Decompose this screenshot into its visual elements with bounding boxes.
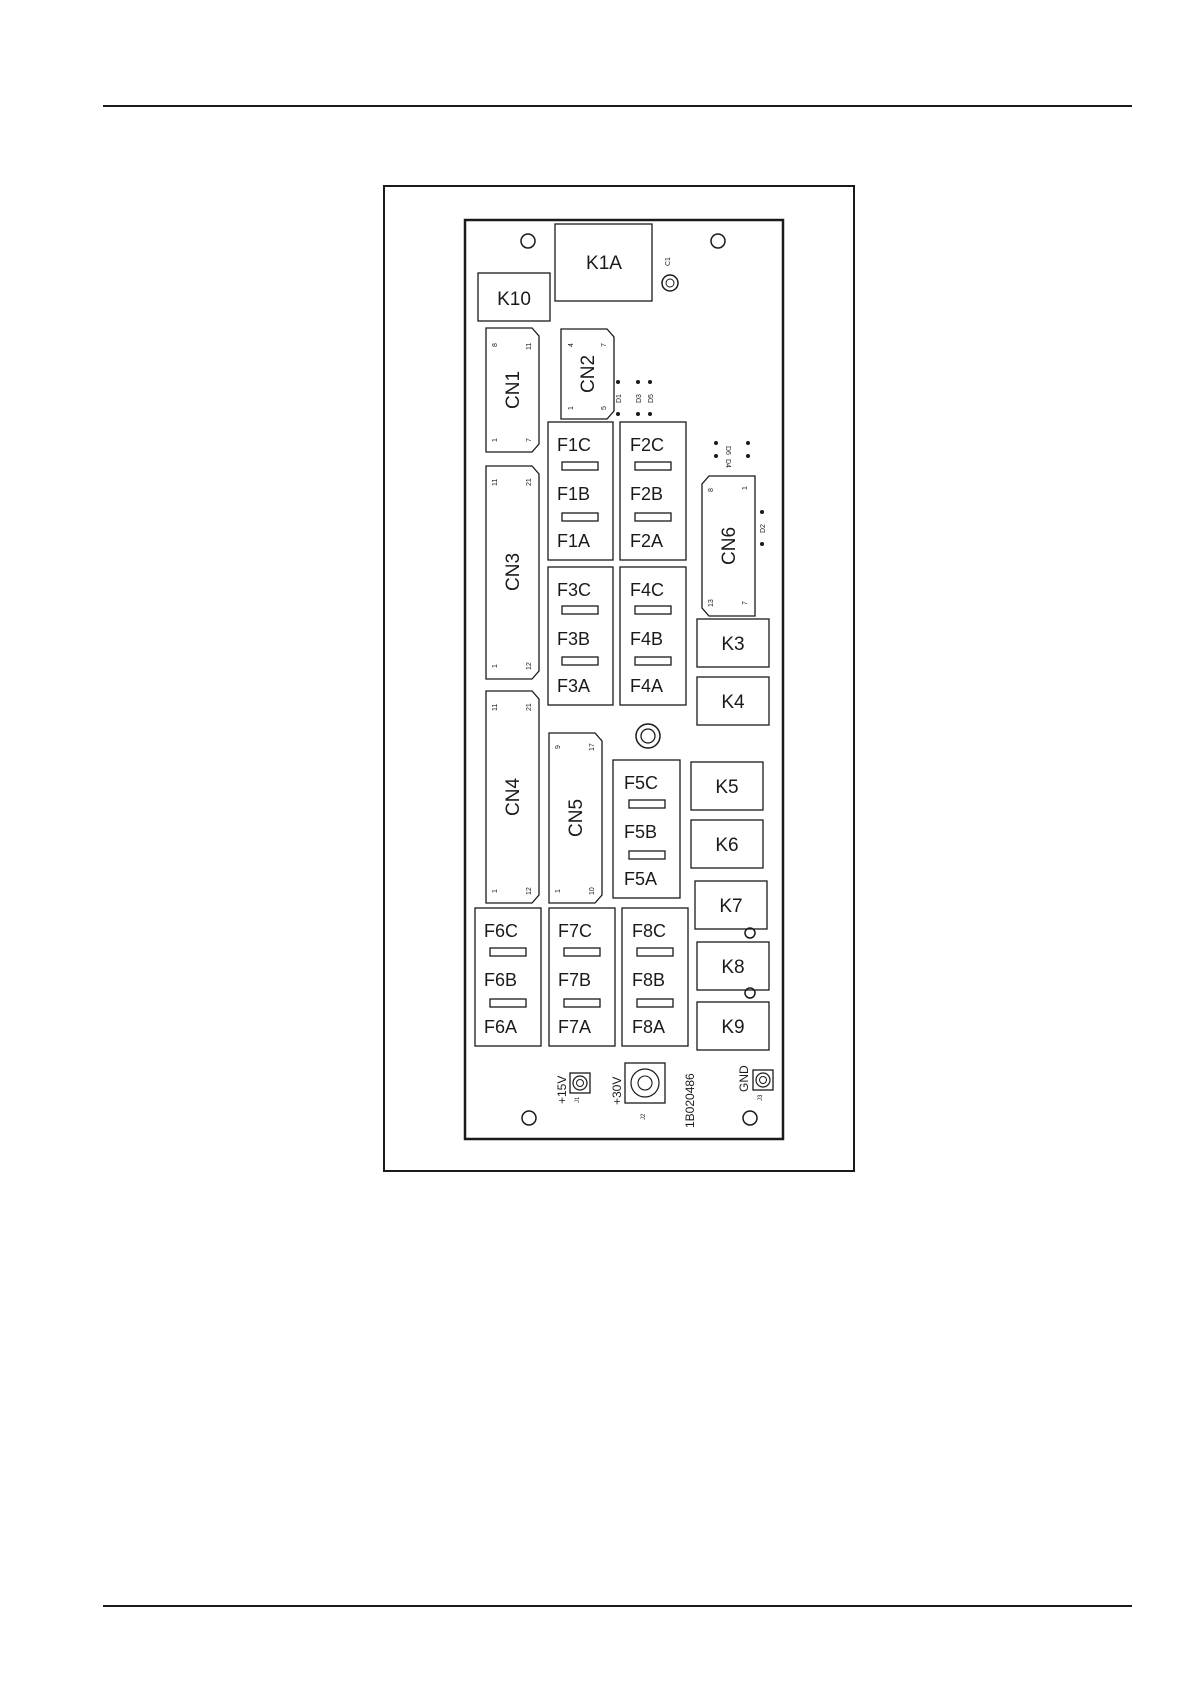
- fuse-slot: [564, 999, 600, 1007]
- diode-d1-pad: [616, 412, 620, 416]
- cn3-pin: 1: [492, 664, 499, 668]
- cn1-pin: 7: [526, 438, 533, 442]
- diode-d6-label: D6: [724, 446, 731, 455]
- diode-d4-pad: [714, 454, 718, 458]
- diode-d5-pad: [648, 412, 652, 416]
- cn2-pin: 5: [601, 406, 608, 410]
- terminal-j2-stud: [631, 1069, 659, 1097]
- cn4-pin: 12: [526, 887, 533, 895]
- cn1-pin: 8: [492, 343, 499, 347]
- mounting-hole: [521, 234, 535, 248]
- fuse-slot: [635, 606, 671, 614]
- fuse-slot: [562, 657, 598, 665]
- fuse-slot: [562, 462, 598, 470]
- terminal-j3-ref: J3: [758, 1094, 764, 1101]
- terminal-j2-label: +30V: [610, 1076, 624, 1105]
- fuse-slot: [629, 851, 665, 859]
- standoff: [636, 724, 660, 748]
- relay-k3-label: K3: [721, 634, 745, 655]
- diode-d4-label: D4: [724, 459, 731, 468]
- cn6-pin: 13: [708, 599, 715, 607]
- relay-k9-label: K9: [721, 1017, 745, 1038]
- connector-cn1-label: CN1: [503, 370, 524, 410]
- capacitor-c1-inner: [666, 279, 674, 287]
- cn2-pin: 1: [568, 406, 575, 410]
- relay-k1a-label: K1A: [586, 253, 622, 274]
- fuse-label: F1C: [557, 435, 592, 455]
- fuse-label: F4B: [630, 629, 664, 649]
- connector-cn5-label: CN5: [566, 798, 587, 838]
- cn2-pin: 7: [601, 343, 608, 347]
- terminal-j2-ref: J2: [641, 1113, 647, 1120]
- fuse-label: F6A: [484, 1017, 518, 1037]
- connector-cn6-label: CN6: [719, 526, 740, 566]
- fuse-label: F3A: [557, 676, 591, 696]
- diode-d3-pad: [636, 380, 640, 384]
- cn6-pin: 8: [708, 488, 715, 492]
- fuse-label: F1B: [557, 484, 591, 504]
- relay-k6-label: K6: [715, 835, 739, 856]
- cn1-pin: 1: [492, 438, 499, 442]
- fuse-slot: [635, 657, 671, 665]
- cn4-pin: 1: [492, 889, 499, 893]
- fuse-label: F4C: [630, 580, 665, 600]
- fuse-label: F3B: [557, 629, 591, 649]
- terminal-j1-ref: J1: [575, 1096, 581, 1103]
- fuse-label: F7B: [558, 970, 592, 990]
- cn3-pin: 11: [492, 478, 499, 486]
- fuse-slot: [637, 948, 673, 956]
- terminal-j3-stud-inner: [760, 1077, 767, 1084]
- terminal-j2-stud-inner: [638, 1076, 652, 1090]
- fuse-label: F6B: [484, 970, 518, 990]
- board-part-number: 1B020486: [683, 1073, 697, 1128]
- fuse-label: F7A: [558, 1017, 592, 1037]
- relay-k4-label: K4: [721, 692, 745, 713]
- cn4-pin: 21: [526, 703, 533, 711]
- relay-k10-label: K10: [497, 289, 531, 310]
- standoff-inner: [641, 729, 655, 743]
- cn2-pin: 4: [568, 343, 575, 347]
- fuse-label: F5B: [624, 822, 658, 842]
- fuse-label: F5C: [624, 773, 659, 793]
- diode-d5-label: D5: [648, 394, 655, 403]
- fuse-label: F2A: [630, 531, 664, 551]
- cn6-pin: 7: [742, 601, 749, 605]
- fuse-slot: [562, 606, 598, 614]
- fuse-label: F1A: [557, 531, 591, 551]
- relay-k7-label: K7: [719, 896, 743, 917]
- fuse-slot: [564, 948, 600, 956]
- cn1-pin: 11: [526, 342, 533, 350]
- diode-d5-pad: [648, 380, 652, 384]
- terminal-j1-stud: [573, 1076, 587, 1090]
- terminal-j1-stud-inner: [577, 1080, 584, 1087]
- fuse-label: F5A: [624, 869, 658, 889]
- fuse-slot: [490, 999, 526, 1007]
- fuse-label: F8A: [632, 1017, 666, 1037]
- fuse-slot: [562, 513, 598, 521]
- fuse-slot: [637, 999, 673, 1007]
- cn4-pin: 11: [492, 703, 499, 711]
- connector-cn3-label: CN3: [503, 552, 524, 592]
- fuse-label: F2C: [630, 435, 665, 455]
- cn3-pin: 12: [526, 662, 533, 670]
- mounting-hole: [743, 1111, 757, 1125]
- diode-d1-pad: [616, 380, 620, 384]
- diode-d1-label: D1: [616, 394, 623, 403]
- diode-d6-pad: [714, 441, 718, 445]
- diode-d2-pad: [760, 542, 764, 546]
- fuse-label: F8C: [632, 921, 667, 941]
- cn5-pin: 17: [589, 743, 596, 751]
- diode-d3-pad: [636, 412, 640, 416]
- terminal-j3-label: GND: [737, 1065, 751, 1092]
- cn6-pin: 1: [742, 486, 749, 490]
- fuse-slot: [635, 513, 671, 521]
- cn3-pin: 21: [526, 478, 533, 486]
- fuse-label: F6C: [484, 921, 519, 941]
- diode-d6-pad: [746, 441, 750, 445]
- terminal-j3-stud: [756, 1073, 770, 1087]
- relay-k8-label: K8: [721, 957, 745, 978]
- fuse-label: F8B: [632, 970, 666, 990]
- fuse-slot: [490, 948, 526, 956]
- cn5-pin: 1: [555, 889, 562, 893]
- cn5-pin: 9: [555, 745, 562, 749]
- connector-cn4-label: CN4: [503, 777, 524, 817]
- terminal-j1-label: +15V: [555, 1075, 569, 1104]
- capacitor-c1-label: C1: [665, 257, 672, 266]
- diode-d4-pad: [746, 454, 750, 458]
- fuse-slot: [635, 462, 671, 470]
- diode-d2-pad: [760, 510, 764, 514]
- cn5-pin: 10: [589, 887, 596, 895]
- fuse-label: F4A: [630, 676, 664, 696]
- diode-d3-label: D3: [636, 394, 643, 403]
- mounting-hole: [522, 1111, 536, 1125]
- fuse-label: F7C: [558, 921, 593, 941]
- mounting-hole: [711, 234, 725, 248]
- diode-d2-label: D2: [760, 524, 767, 533]
- capacitor-c1: [662, 275, 678, 291]
- relay-k5-label: K5: [715, 777, 739, 798]
- connector-cn2-label: CN2: [578, 354, 599, 394]
- fuse-label: F3C: [557, 580, 592, 600]
- fuse-label: F2B: [630, 484, 664, 504]
- fuse-slot: [629, 800, 665, 808]
